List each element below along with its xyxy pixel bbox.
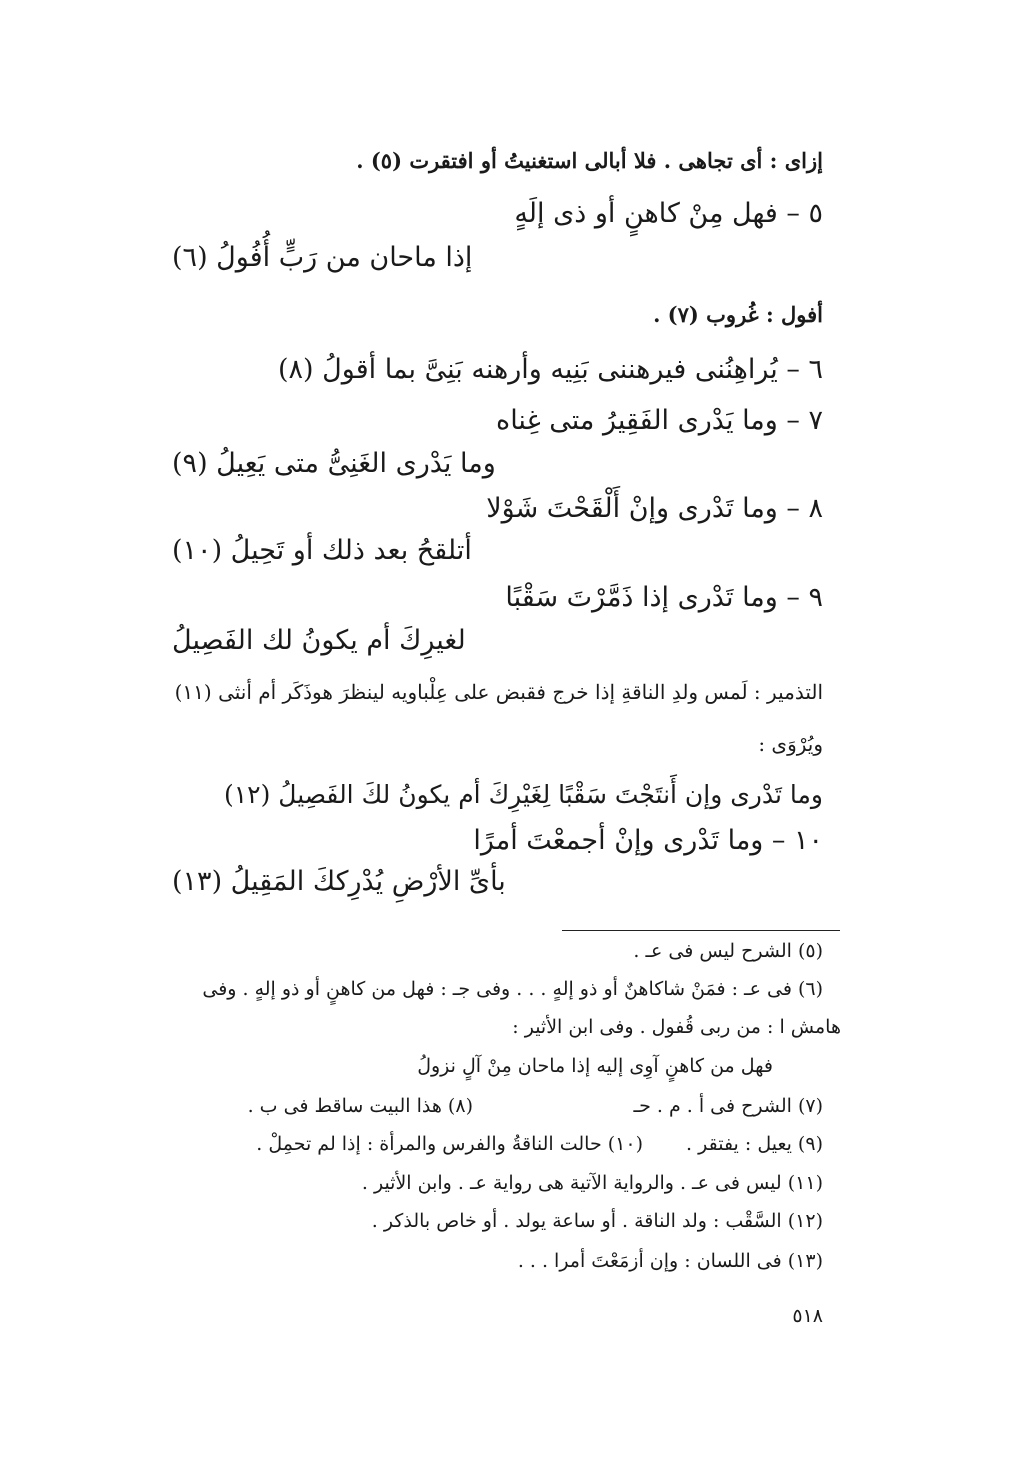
verse-10-first-hemistich: ١٠ – وما تَدْرى وإنْ أجمعْتَ أمرًا: [473, 825, 823, 856]
footnote-6-quoted-verse: فهل من كاهنٍ آوِى إليه إذا ماحان مِنْ آلٍ نزولُ: [417, 1055, 773, 1077]
footnote-6-line-1: (٦) فى عـ : فمَنْ شاكاهنٌ أو ذو إلهٍ . . . وفى جـ : فهل من كاهنٍ أو ذو إلهٍ . وفى: [202, 978, 823, 1000]
verse-10-second-hemistich: بأىِّ الأرْضِ يُدْرِككَ المَقِيلُ (١٣): [172, 866, 506, 897]
footnote-9: (٩) يعيل : يفتقر .: [686, 1133, 823, 1155]
gloss-ufool: أفول : غُروب (٧) .: [653, 302, 823, 327]
verse-9-second-hemistich: لغيرِكَ أم يكونُ لك الفَصِيلُ: [172, 625, 466, 656]
footnote-5: (٥) الشرح ليس فى عـ .: [633, 940, 823, 962]
footnote-12: (١٢) السَّقْب : ولد الناقة . أو ساعة يولد . أو خاص بالذكر .: [371, 1210, 823, 1232]
footnote-10: (١٠) حالت الناقةُ والفرس والمرأة : إذا لم تحمِلْ .: [256, 1133, 643, 1155]
gloss-yurwa: ويُرْوَى :: [758, 732, 823, 756]
verse-5-first-hemistich: ٥ – فهل مِنْ كاهنٍ أو ذى إلَهٍ: [514, 198, 823, 229]
gloss-izay: إزاى : أى تجاهى . فلا أبالى استغنيتُ أو افتقرت (٥) .: [356, 148, 823, 173]
verse-8-first-hemistich: ٨ – وما تَدْرى وإنْ أَلْقَحْتَ شَوْلا: [486, 493, 823, 524]
footnote-7: (٧) الشرح فى أ . م . حـ: [633, 1095, 823, 1117]
page-number: ٥١٨: [792, 1305, 823, 1327]
footnote-8: (٨) هذا البيت ساقط فى ب .: [247, 1095, 473, 1117]
footnote-separator: [562, 930, 840, 931]
footnote-11: (١١) ليس فى عـ . والرواية الآتية هى رواية عـ . وابن الأثير .: [361, 1172, 823, 1194]
verse-7-first-hemistich: ٧ – وما يَدْرى الفَقِيرُ متى غِناه: [496, 405, 823, 436]
verse-6: ٦ – يُراهِنُنى فيرهننى بَنِيه وأرهنه بَنِىَّ بما أقولُ (٨): [277, 354, 823, 385]
verse-5-second-hemistich: إذا ماحان من رَبٍّ أُفُولُ (٦): [172, 242, 473, 273]
gloss-tadhmir: التذمير : لَمس ولدِ الناقةِ إذا خرج فقبض على عِلْباويه لينظرَ هوذَكَر أم أنثى (١١): [174, 680, 823, 704]
footnote-13: (١٣) فى اللسان : وإن أزمَعْتَ أمرا . . .: [517, 1250, 823, 1272]
verse-8-second-hemistich: أتلقحُ بعد ذلك أو تَحِيلُ (١٠): [172, 535, 472, 566]
verse-7-second-hemistich: وما يَدْرى الغَنِىُّ متى يَعِيلُ (٩): [172, 448, 496, 479]
verse-alternate-reading: وما تَدْرى وإن أَنتَجْتَ سَقْبًا لِغَيْرِكَ أم يكونُ لكَ الفَصِيلُ (١٢): [223, 780, 823, 809]
verse-9-first-hemistich: ٩ – وما تَدْرى إذا ذَمَّرْتَ سَقْبًا: [505, 582, 823, 613]
footnote-6-line-2: هامش ا : من ربى قُفول . وفى ابن الأثير :: [512, 1016, 841, 1038]
